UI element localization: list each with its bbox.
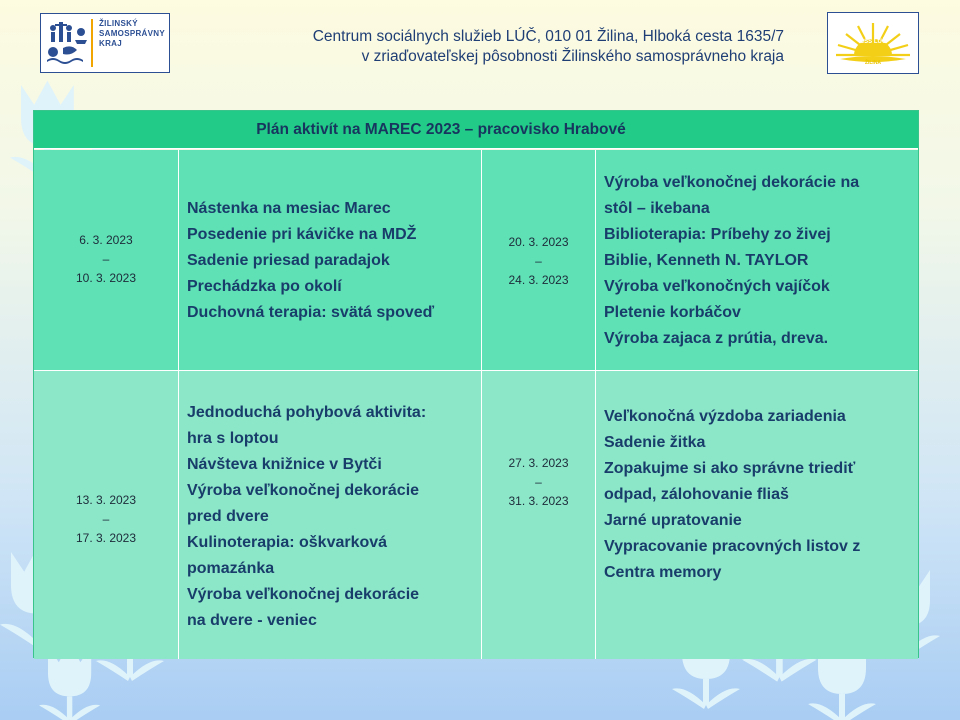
date-end: 31. 3. 2023 [508,494,569,508]
date-end: 17. 3. 2023 [75,531,137,545]
activity-item: Výroba veľkonočnej dekorácie [187,586,420,603]
date-separator: – [102,252,110,266]
week-date-cell [34,150,178,370]
header-line-2: v zriaďovateľskej pôsobnosti Žilinského samosprávneho kraja [361,48,784,65]
activity-item: Veľkonočná výzdoba zariadenia [604,408,846,425]
date-start: 13. 3. 2023 [75,493,137,507]
activity-list [604,404,912,586]
week-date-cell [34,371,178,659]
week-date-cell [482,150,595,370]
activities-cell [179,150,481,370]
activity-item: Jednoduchá pohybová aktivita: [187,404,427,421]
activity-item: Sadenie žitka [604,434,706,451]
organization-header [313,27,784,67]
logo-sun-sublabel: ŽILINA [864,60,882,66]
activity-item: Výroba veľkonočnej dekorácie na [604,174,860,191]
table-row [34,370,918,659]
header-line-1: Centrum sociálnych služieb LÚČ, 010 01 Žilina, Hlboká cesta 1635/7 [312,28,784,45]
activity-item: Výroba veľkonočných vajíčok [604,278,830,295]
activity-item: Centra memory [604,564,722,581]
activity-item: Výroba zajaca z prútia, dreva. [604,330,829,347]
date-start: 6. 3. 2023 [79,233,133,247]
activity-item: Biblioterapia: Príbehy zo živej [604,226,831,243]
activity-list [187,400,475,634]
date-end: 10. 3. 2023 [75,271,137,285]
zilinsky-kraj-logo [40,13,170,73]
activity-list [187,196,475,326]
activity-list [604,170,912,352]
date-start: 20. 3. 2023 [508,235,569,249]
activity-item: Zopakujme si ako správne triediť [604,460,856,477]
css-luc-logo [827,12,919,74]
activities-cell [179,371,481,659]
activity-item: Sadenie priesad paradajok [187,252,390,269]
activity-item: Nástenka na mesiac Marec [187,200,391,217]
activity-item: pomazánka [187,560,275,577]
activity-item: Biblie, Kenneth N. TAYLOR [604,252,809,269]
activity-item: Pletenie korbáčov [604,304,741,321]
date-start: 27. 3. 2023 [508,456,569,470]
activity-item: Návšteva knižnice v Bytči [187,456,382,473]
date-separator: – [535,254,542,268]
activity-item: Výroba veľkonočnej dekorácie [187,482,420,499]
activity-plan-table [33,110,919,658]
activity-item: Jarné upratovanie [604,512,742,529]
activities-cell [596,150,918,370]
table-row [34,150,918,370]
activity-item: Prechádzka po okolí [187,278,342,295]
week-date-cell [482,371,595,659]
activity-item: odpad, zálohovanie fliaš [604,486,789,503]
activity-item: Posedenie pri kávičke na MDŽ [187,226,417,243]
logo-sun-label: CSS LÚČ [859,39,887,45]
activity-item: na dvere - veniec [187,612,317,629]
activity-item: Vypracovanie pracovných listov z [604,538,861,555]
date-end: 24. 3. 2023 [508,273,569,287]
activities-cell [596,371,918,659]
date-separator: – [102,512,110,526]
logo-kraj-label: ŽILINSKÝ SAMOSPRÁVNY KRAJ [99,19,165,48]
activity-item: hra s loptou [187,430,279,447]
table-title: Plán aktivít na MAREC 2023 – pracovisko Hrabové [34,111,918,149]
activity-item: Duchovná terapia: svätá spoveď [187,304,435,321]
activity-item: pred dvere [187,508,269,525]
activity-item: stôl – ikebana [604,200,710,217]
activity-item: Kulinoterapia: oškvarková [187,534,388,551]
date-separator: – [535,475,542,489]
